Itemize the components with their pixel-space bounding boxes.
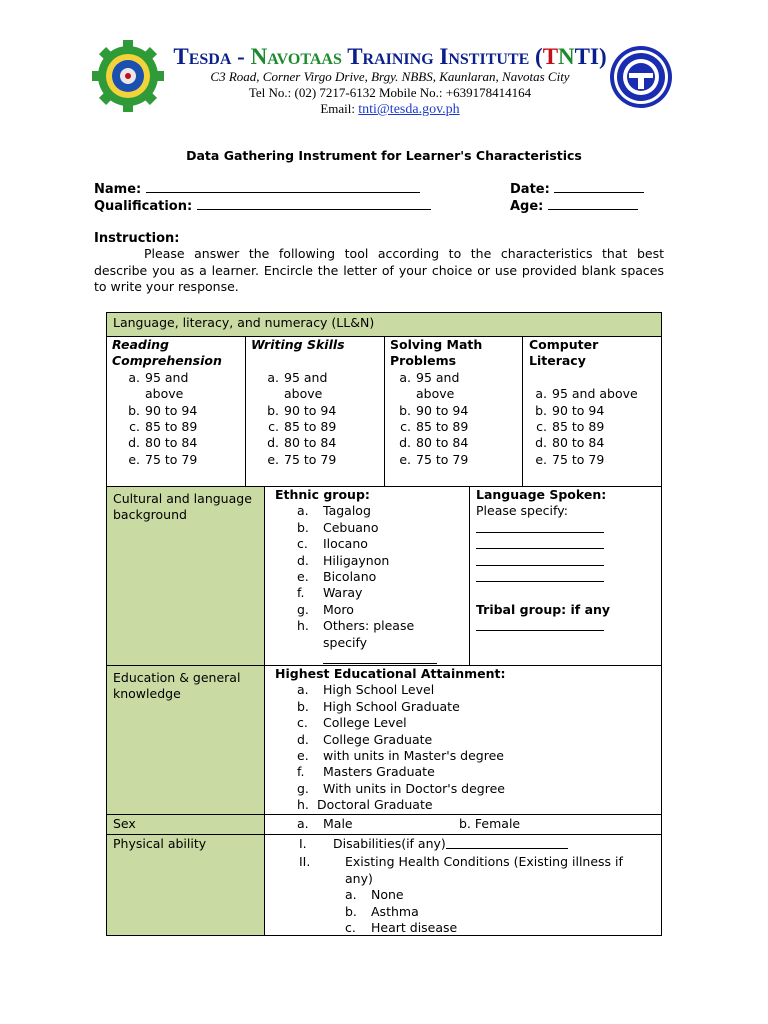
option-text: specify [323, 634, 368, 650]
math-option-a[interactable] [393, 370, 517, 386]
writing-option-e[interactable] [261, 452, 379, 468]
disabilities-label: Disabilities(if any) [333, 836, 446, 851]
age-label: Age: [510, 199, 544, 214]
phone: Tel No.: (02) 7217-6132 Mobile No.: +639178414164 [248, 85, 532, 100]
option-text: High School Level [323, 682, 435, 698]
option-text: Female [474, 816, 521, 831]
option-text: Others: please [323, 618, 415, 634]
option-text: 95 and [284, 369, 328, 385]
option-text: 95 and [416, 369, 460, 385]
option-letter: c. [129, 419, 140, 435]
sex-cell [264, 814, 661, 834]
option-text: above [416, 386, 455, 402]
option-text: above [145, 386, 184, 402]
option-text: 75 to 79 [552, 451, 605, 467]
option-letter: e. [128, 451, 140, 467]
option-text: 75 to 79 [284, 451, 337, 467]
option-letter: g. [297, 601, 309, 617]
option-letter: d. [128, 435, 140, 451]
email-label: Email: [320, 101, 359, 116]
language-specify: Please specify: [476, 503, 568, 519]
education-option-e[interactable] [297, 748, 651, 764]
language-spoken-cell [469, 486, 661, 665]
ethnic-option-h-cont [297, 635, 459, 651]
education-option-a[interactable] [297, 682, 651, 698]
option-letter: a. [297, 682, 309, 698]
option-letter: c. [536, 419, 547, 435]
option-letter: d. [399, 435, 411, 451]
title-tnti-ti: TI [574, 44, 599, 69]
option-text: Masters Graduate [323, 764, 435, 780]
option-text: 85 to 89 [552, 419, 605, 435]
option-text: above [284, 386, 323, 402]
option-text: 90 to 94 [284, 402, 337, 418]
option-text: 75 to 79 [145, 451, 198, 467]
option-letter: h. [297, 797, 309, 813]
reading-option-a[interactable] [122, 370, 240, 386]
option-letter: b. [128, 402, 140, 418]
option-letter: a. [297, 816, 309, 831]
title-tesda: Tesda [173, 44, 232, 69]
option-text: 90 to 94 [416, 402, 469, 418]
writing-option-d[interactable] [261, 435, 379, 451]
cultural-label: Cultural and language background [107, 486, 264, 665]
option-text: Tagalog [323, 503, 371, 519]
title-navotas: Navotaas [250, 44, 342, 69]
option-letter: b. [267, 402, 279, 418]
option-letter: g. [297, 780, 309, 796]
instruction-text: Please answer the following tool according to the characteristics that best describe you as a learner. Encircle the letter of your choice or use provided blank spaces to write your response. [94, 246, 664, 294]
option-text: 80 to 84 [552, 435, 605, 451]
option-text: Heart disease [371, 920, 458, 936]
computer-option-b[interactable] [529, 403, 655, 419]
date-field[interactable] [510, 182, 644, 197]
option-letter: f. [297, 585, 305, 601]
name-label: Name: [94, 182, 142, 197]
ethnic-option-g[interactable] [297, 602, 459, 618]
education-title: Highest Educational Attainment: [275, 666, 506, 681]
option-text: Moro [323, 601, 354, 617]
writing-option-c[interactable] [261, 419, 379, 435]
email-link[interactable]: tnti@tesda.gov.ph [358, 102, 460, 117]
qualification-field[interactable] [94, 199, 431, 214]
education-option-f[interactable] [297, 764, 651, 780]
education-option-d[interactable] [297, 732, 651, 748]
ethnic-option-b[interactable] [297, 520, 459, 536]
physical-label: Physical ability [107, 834, 264, 935]
lln-title: Language, literacy, and numeracy (LL&N) [107, 313, 661, 337]
physical-cell [264, 834, 661, 935]
option-letter: e. [399, 451, 411, 467]
option-letter: b. [297, 698, 309, 714]
roman-numeral: I. [299, 836, 307, 851]
option-text: 85 to 89 [416, 419, 469, 435]
computer-option-c[interactable] [529, 419, 655, 435]
education-option-c[interactable] [297, 715, 651, 731]
option-letter: a. [399, 369, 411, 385]
option-text: With units in Doctor's degree [323, 780, 505, 796]
option-text: College Graduate [323, 731, 433, 747]
ethnic-option-f[interactable] [297, 585, 459, 601]
option-letter: d. [267, 435, 279, 451]
computer-heading-2: Literacy [529, 353, 586, 369]
ethnic-option-d[interactable] [297, 553, 459, 569]
age-field[interactable] [510, 199, 638, 214]
option-text: None [371, 887, 404, 903]
option-text: Ilocano [323, 536, 368, 552]
option-letter: e. [535, 451, 547, 467]
option-text: Bicolano [323, 569, 377, 585]
option-text: 80 to 84 [416, 435, 469, 451]
title-tnti-t: T [542, 44, 559, 69]
language-line-1[interactable] [476, 520, 604, 533]
option-letter: c. [268, 419, 279, 435]
document-title: Data Gathering Instrument for Learner's Characteristics [186, 148, 582, 163]
reading-option-b[interactable] [122, 403, 240, 419]
tribal-title: Tribal group: if any [476, 601, 611, 617]
option-letter: a. [267, 369, 279, 385]
option-letter: a. [297, 503, 309, 519]
ethnic-specify-line[interactable] [297, 651, 459, 664]
disabilities-row[interactable] [299, 836, 651, 852]
education-option-b[interactable] [297, 699, 651, 715]
health-conditions-label: Existing Health Conditions (Existing illness if any) [345, 854, 623, 886]
option-text: 75 to 79 [416, 451, 469, 467]
math-option-b[interactable] [393, 403, 517, 419]
language-line-2[interactable] [476, 536, 604, 549]
email-line [160, 101, 620, 118]
health-option-a[interactable] [345, 887, 651, 903]
option-letter: h. [297, 618, 309, 634]
computer-option-a[interactable] [529, 386, 655, 402]
option-letter: a. [345, 887, 357, 903]
option-letter: b. [535, 402, 547, 418]
lln-reading-col [107, 336, 245, 486]
option-text: Male [323, 816, 353, 831]
health-option-b[interactable] [345, 904, 651, 920]
option-text: 90 to 94 [145, 402, 198, 418]
sex-option-male[interactable] [297, 816, 353, 832]
name-field[interactable] [94, 182, 420, 197]
instruction-label: Instruction: [94, 231, 180, 246]
date-blank[interactable] [554, 192, 644, 193]
reading-option-d[interactable] [122, 435, 240, 451]
math-option-c[interactable] [393, 419, 517, 435]
ethnic-title: Ethnic group: [275, 487, 370, 502]
sex-label: Sex [107, 814, 264, 834]
reading-heading-1: Reading [112, 337, 169, 352]
option-text: Asthma [371, 903, 419, 919]
option-text: 95 and [145, 369, 189, 385]
roman-numeral: II. [299, 854, 311, 870]
institute-name [160, 44, 620, 70]
learner-characteristics-table [106, 312, 662, 936]
qualification-blank[interactable] [197, 209, 431, 210]
education-cell [264, 665, 661, 814]
option-letter: e. [297, 569, 309, 585]
option-letter: c. [297, 715, 308, 731]
ethnic-option-e[interactable] [297, 569, 459, 585]
option-letter: e. [297, 748, 309, 764]
option-text: 95 and above [552, 386, 638, 402]
tribal-line[interactable] [476, 618, 604, 631]
math-option-d[interactable] [393, 435, 517, 451]
reading-option-c[interactable] [122, 419, 240, 435]
writing-option-b[interactable] [261, 403, 379, 419]
option-text: 85 to 89 [284, 419, 337, 435]
option-text: Doctoral Graduate [317, 797, 433, 813]
writing-heading: Writing Skills [251, 337, 345, 352]
option-text: 85 to 89 [145, 419, 198, 435]
option-text: Hiligaynon [323, 552, 390, 568]
option-letter: b. [297, 519, 309, 535]
lln-computer-col [522, 336, 661, 486]
health-conditions-row [299, 854, 651, 887]
math-option-a-cont [393, 386, 517, 402]
ethnic-option-h[interactable] [297, 618, 459, 634]
education-option-h[interactable] [297, 797, 651, 813]
title-close: ) [598, 44, 607, 69]
math-option-e[interactable] [393, 452, 517, 468]
title-separator: - [231, 44, 251, 69]
option-letter: b. [345, 903, 357, 919]
option-letter: c. [345, 920, 356, 936]
reading-option-e[interactable] [122, 452, 240, 468]
option-text: High School Graduate [323, 698, 460, 714]
qualification-label: Qualification: [94, 199, 193, 214]
health-option-c[interactable] [345, 920, 651, 936]
computer-option-e[interactable] [529, 452, 655, 468]
option-text: 90 to 94 [552, 402, 605, 418]
option-letter: b. [459, 816, 471, 831]
disabilities-blank[interactable] [446, 836, 568, 849]
option-letter: f. [297, 764, 305, 780]
option-letter: d. [535, 435, 547, 451]
language-line-3[interactable] [476, 553, 604, 566]
option-text: with units in Master's degree [323, 748, 504, 764]
option-letter: b. [399, 402, 411, 418]
title-tnti-n: N [558, 44, 575, 69]
education-label: Education & general knowledge [107, 665, 264, 814]
option-letter: a. [535, 386, 547, 402]
option-text: 80 to 84 [284, 435, 337, 451]
option-letter: d. [297, 552, 309, 568]
address: C3 Road, Corner Virgo Drive, Brgy. NBBS, Kaunlaran, Navotas City [210, 69, 570, 84]
ethnic-option-a[interactable] [297, 503, 459, 519]
option-text: College Level [323, 715, 407, 731]
lln-writing-col [245, 336, 384, 486]
writing-option-a-cont [261, 386, 379, 402]
option-text: Cebuano [323, 519, 379, 535]
math-heading-1: Solving Math [390, 337, 483, 352]
language-title: Language Spoken: [476, 487, 607, 502]
lln-math-col [384, 336, 522, 486]
ethnic-option-c[interactable] [297, 536, 459, 552]
option-text: Waray [323, 585, 363, 601]
date-label: Date: [510, 182, 550, 197]
math-heading-2: Problems [390, 353, 457, 369]
language-line-4[interactable] [476, 569, 604, 582]
title-rest: Training Institute ( [341, 44, 543, 69]
option-letter: e. [267, 451, 279, 467]
ethnic-group-cell [264, 486, 469, 665]
computer-heading-1: Computer [529, 337, 599, 352]
reading-option-a-cont [122, 386, 240, 402]
sex-option-female[interactable] [459, 816, 520, 832]
name-blank[interactable] [146, 192, 420, 193]
reading-heading-2: Comprehension [112, 353, 222, 369]
age-blank[interactable] [548, 209, 638, 210]
option-letter: c. [297, 536, 308, 552]
education-option-g[interactable] [297, 781, 651, 797]
option-letter: c. [400, 419, 411, 435]
writing-option-a[interactable] [261, 370, 379, 386]
computer-option-d[interactable] [529, 435, 655, 451]
option-letter: d. [297, 731, 309, 747]
tesda-gear-logo [92, 40, 164, 112]
option-letter: a. [128, 369, 140, 385]
option-text: 80 to 84 [145, 435, 198, 451]
